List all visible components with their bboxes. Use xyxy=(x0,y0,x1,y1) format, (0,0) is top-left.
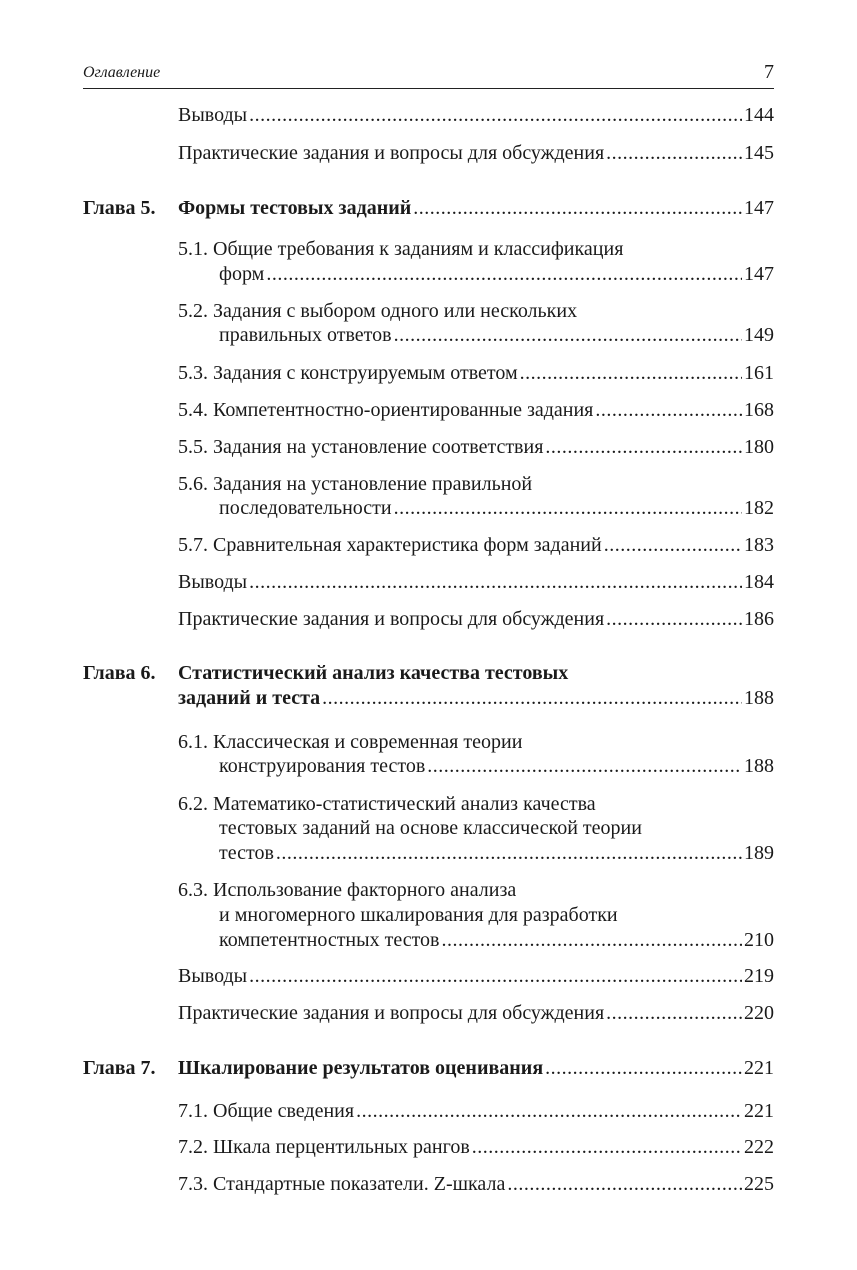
toc-section-5-1[interactable]: форм ..... 147 xyxy=(0,262,774,286)
section-6-3-line2: и многомерного шкалирования для разработки xyxy=(219,904,618,926)
toc-entry-practice-ch6[interactable]: Практические задания и вопросы для обсуждения ..... 220 xyxy=(0,1001,774,1025)
toc-section-5-7[interactable]: 5.7. Сравнительная характеристика форм заданий ..... 183 xyxy=(0,533,774,557)
toc-section-5-6[interactable]: последовательности ..... 182 xyxy=(0,496,774,520)
section-5-2-line1: 5.2. Задания с выбором одного или нескольких xyxy=(178,300,578,322)
section-5-1-line1: 5.1. Общие требования к заданиям и классификация xyxy=(178,238,624,260)
section-5-6-line1: 5.6. Задания на установление правильной xyxy=(178,473,533,495)
toc-section-5-5[interactable]: 5.5. Задания на установление соответствия ..... 180 xyxy=(0,435,774,459)
section-6-2-line2: тестовых заданий на основе классической теории xyxy=(219,817,642,839)
section-6-1-line1: 6.1. Классическая и современная теории xyxy=(178,731,523,753)
chapter-5-label: Глава 5. xyxy=(83,197,156,219)
toc-section-7-3[interactable]: 7.3. Стандартные показатели. Z-шкала ..... 225 xyxy=(0,1172,774,1196)
running-title: Оглавление xyxy=(83,64,161,81)
toc-entry-conclusions-ch4[interactable]: Выводы ..... 144 xyxy=(0,103,774,127)
toc-section-7-2[interactable]: 7.2. Шкала перцентильных рангов ..... 222 xyxy=(0,1135,774,1159)
page-number: 7 xyxy=(764,61,774,83)
chapter-7-label: Глава 7. xyxy=(83,1057,156,1079)
chapter-6-title-line1: Статистический анализ качества тестовых xyxy=(178,662,569,684)
toc-chapter-5[interactable]: Формы тестовых заданий ..... 147 xyxy=(0,196,774,220)
toc-chapter-7[interactable]: Шкалирование результатов оценивания ..... 221 xyxy=(0,1056,774,1080)
toc-section-5-4[interactable]: 5.4. Компетентностно-ориентированные задания ..... 168 xyxy=(0,398,774,422)
toc-section-5-2[interactable]: правильных ответов ..... 149 xyxy=(0,323,774,347)
toc-section-6-2[interactable]: тестов ..... 189 xyxy=(0,841,774,865)
running-head xyxy=(83,60,774,89)
toc-section-5-3[interactable]: 5.3. Задания с конструируемым ответом ..... 161 xyxy=(0,361,774,385)
chapter-6-label: Глава 6. xyxy=(83,662,156,684)
toc-chapter-6[interactable]: заданий и теста ..... 188 xyxy=(0,686,774,710)
toc-entry-practice-ch5[interactable]: Практические задания и вопросы для обсуждения ..... 186 xyxy=(0,607,774,631)
section-6-3-line1: 6.3. Использование факторного анализа xyxy=(178,879,517,901)
toc-section-7-1[interactable]: 7.1. Общие сведения ..... 221 xyxy=(0,1099,774,1123)
toc-entry-practice-ch4[interactable]: Практические задания и вопросы для обсуждения ..... 145 xyxy=(0,141,774,165)
toc-entry-conclusions-ch6[interactable]: Выводы ..... 219 xyxy=(0,964,774,988)
toc-section-6-1[interactable]: конструирования тестов ..... 188 xyxy=(0,754,774,778)
toc-entry-conclusions-ch5[interactable]: Выводы ..... 184 xyxy=(0,570,774,594)
toc-section-6-3[interactable]: компетентностных тестов ..... 210 xyxy=(0,928,774,952)
section-6-2-line1: 6.2. Математико-статистический анализ качества xyxy=(178,793,596,815)
